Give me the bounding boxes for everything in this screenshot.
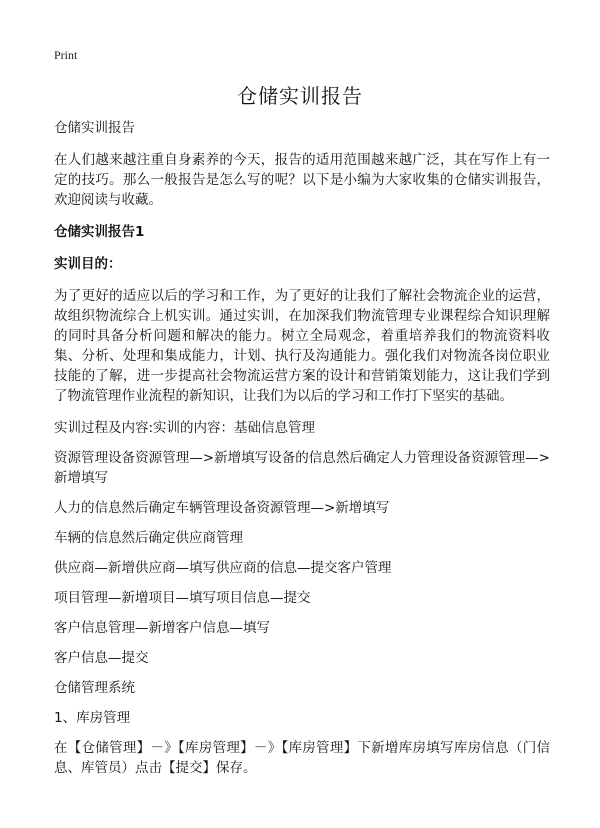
purpose-heading: 实训目的： xyxy=(54,256,122,272)
document-body xyxy=(54,118,550,778)
vehicle-line: 车辆的信息然后确定供应商管理 xyxy=(54,530,243,546)
print-label[interactable]: Print xyxy=(54,48,78,62)
supplier-line: 供应商—新增供应商—填写供应商的信息—提交客户管理 xyxy=(54,560,392,576)
project-line: 项目管理—新增项目—填写项目信息—提交 xyxy=(54,590,311,606)
document-subtitle: 仓储实训报告 xyxy=(54,120,135,136)
section-heading: 仓储实训报告1 xyxy=(54,224,145,240)
customer-line: 客户信息管理—新增客户信息—填写 xyxy=(54,620,270,636)
human-line: 人力的信息然后确定车辆管理设备资源管理—>新增填写 xyxy=(54,500,390,516)
resource-line: 资源管理设备资源管理—>新增填写设备的信息然后确定人力管理设备资源管理—>新增填写 xyxy=(54,450,550,486)
purpose-paragraph: 为了更好的适应以后的学习和工作，为了更好的让我们了解社会物流企业的运营，故组织物流综合上机实训。通过实训，在加深我们物流管理专业课程综合知识理解的同时具备分析问题和解决的能力。树立全局观念，着重培养我们的物流资料收集、分析、处理和集成能力，计划、执行及沟通能力。强化我们对物流各岗位职业技能的了解，进一步提高社会物流运营方案的设计和营销策划能力，这让我们学到了物流管理作业流程的新知识，让我们为以后的学习和工作打下坚实的基础。 xyxy=(54,288,550,404)
customer-submit-line: 客户信息—提交 xyxy=(54,650,149,666)
wms-line: 仓储管理系统 xyxy=(54,680,135,696)
warehouse-line: 1、库房管理 xyxy=(54,710,131,726)
warehouse-desc-line: 在【仓储管理】－》【库房管理】－》【库房管理】下新增库房填写库房信息（门信息、库管员）点击【提交】保存。 xyxy=(54,740,550,776)
process-line: 实训过程及内容:实训的内容：基础信息管理 xyxy=(54,420,316,436)
intro-paragraph: 在人们越来越注重自身素养的今天，报告的适用范围越来越广泛，其在写作上有一定的技巧。那么一般报告是怎么写的呢？以下是小编为大家收集的仓储实训报告，欢迎阅读与收藏。 xyxy=(54,152,550,208)
document-title: 仓储实训报告 xyxy=(237,84,363,108)
